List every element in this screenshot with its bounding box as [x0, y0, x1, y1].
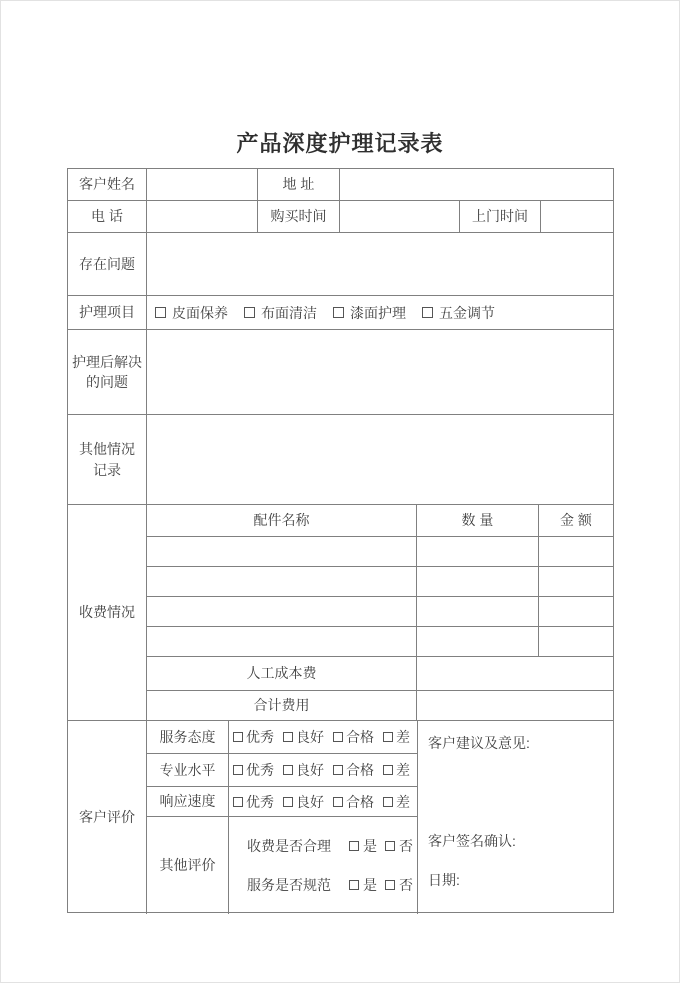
suggestion-label: 客户建议及意见: — [428, 735, 530, 751]
checkbox-option-good[interactable]: 良好 — [283, 792, 324, 812]
care-record-table — [67, 168, 614, 913]
checkbox-option-excellent[interactable]: 优秀 — [233, 792, 274, 812]
fees-subtable — [146, 505, 613, 720]
checkbox-option-leather[interactable]: 皮面保养 — [155, 303, 228, 323]
accessory-name-input-1[interactable] — [147, 537, 416, 566]
visit-time-input[interactable] — [540, 201, 613, 232]
accessory-qty-input-4[interactable] — [416, 627, 538, 656]
checkbox-option-pass[interactable]: 合格 — [333, 792, 374, 812]
fees-col-qty: 数 量 — [416, 505, 538, 536]
customer-name-input[interactable] — [146, 169, 257, 200]
purchase-time-input[interactable] — [339, 201, 459, 232]
checkbox-option-poor[interactable]: 差 — [383, 760, 410, 780]
professional-level-options — [228, 754, 417, 786]
total-cost-input[interactable] — [416, 691, 613, 720]
accessory-amount-input-1[interactable] — [538, 537, 613, 566]
checkbox-icon[interactable] — [333, 797, 343, 807]
checkbox-icon[interactable] — [333, 307, 344, 318]
accessory-amount-input-4[interactable] — [538, 627, 613, 656]
checkbox-icon[interactable] — [333, 732, 343, 742]
labor-cost-row — [147, 656, 613, 690]
eval-row-other — [147, 816, 417, 914]
checkbox-icon[interactable] — [155, 307, 166, 318]
solved-input[interactable] — [146, 330, 613, 414]
checkbox-icon[interactable] — [349, 841, 359, 851]
checkbox-option-no[interactable]: 否 — [385, 875, 413, 895]
accessory-name-input-4[interactable] — [147, 627, 416, 656]
checkbox-icon[interactable] — [349, 880, 359, 890]
eval-row-professional-level — [147, 753, 417, 786]
care-items-options — [146, 296, 613, 329]
evaluation-subtable — [146, 721, 417, 914]
purchase-time-label: 购买时间 — [257, 201, 339, 232]
row-care-items — [68, 295, 613, 329]
row-other-records — [68, 414, 613, 504]
row-solved — [68, 329, 613, 414]
labor-cost-label: 人工成本费 — [246, 665, 317, 682]
phone-input[interactable] — [146, 201, 257, 232]
accessory-amount-input-3[interactable] — [538, 597, 613, 626]
checkbox-icon[interactable] — [333, 765, 343, 775]
accessory-qty-input-1[interactable] — [416, 537, 538, 566]
checkbox-option-good[interactable]: 良好 — [283, 760, 324, 780]
professional-level-label: 专业水平 — [159, 761, 216, 778]
page-title: 产品深度护理记录表 — [236, 131, 444, 156]
accessory-qty-input-3[interactable] — [416, 597, 538, 626]
fees-row-1 — [147, 536, 613, 566]
checkbox-option-pass[interactable]: 合格 — [333, 727, 374, 747]
solved-label: 护理后解决 的问题 — [72, 353, 142, 390]
row-fees — [68, 504, 613, 720]
care-items-label: 护理项目 — [79, 304, 135, 321]
question-fee-reasonable: 收费是否合理 是 否 — [247, 838, 413, 854]
labor-cost-input[interactable] — [416, 657, 613, 690]
checkbox-option-no[interactable]: 否 — [385, 836, 413, 856]
rating-options-row — [229, 727, 417, 747]
checkbox-icon[interactable] — [383, 797, 393, 807]
checkbox-icon[interactable] — [233, 797, 243, 807]
row-phone — [68, 200, 613, 232]
checkbox-option-hardware[interactable]: 五金调节 — [422, 303, 495, 323]
care-options-row — [155, 303, 495, 323]
address-input[interactable] — [339, 169, 613, 200]
address-label: 地 址 — [257, 169, 339, 200]
fees-row-3 — [147, 596, 613, 626]
response-speed-options — [228, 787, 417, 816]
checkbox-icon[interactable] — [233, 732, 243, 742]
other-records-input[interactable] — [146, 415, 613, 504]
checkbox-option-poor[interactable]: 差 — [383, 792, 410, 812]
customer-name-label: 客户姓名 — [79, 176, 135, 193]
row-evaluation — [68, 720, 613, 914]
checkbox-option-paint[interactable]: 漆面护理 — [333, 303, 406, 323]
checkbox-option-excellent[interactable]: 优秀 — [233, 760, 274, 780]
fees-row-2 — [147, 566, 613, 596]
other-eval-label: 其他评价 — [159, 857, 216, 874]
checkbox-option-yes[interactable]: 是 — [349, 836, 377, 856]
checkbox-icon[interactable] — [283, 797, 293, 807]
checkbox-option-poor[interactable]: 差 — [383, 727, 410, 747]
eval-row-service-attitude — [147, 721, 417, 753]
total-cost-row — [147, 690, 613, 720]
other-eval-questions — [228, 817, 417, 914]
fees-col-name: 配件名称 — [253, 512, 310, 529]
checkbox-icon[interactable] — [283, 765, 293, 775]
fees-header-row — [147, 505, 613, 536]
response-speed-label: 响应速度 — [159, 793, 216, 810]
checkbox-option-good[interactable]: 良好 — [283, 727, 324, 747]
fees-label: 收费情况 — [79, 604, 135, 621]
problems-input[interactable] — [146, 233, 613, 295]
row-problems — [68, 232, 613, 295]
checkbox-icon[interactable] — [383, 732, 393, 742]
checkbox-icon[interactable] — [383, 765, 393, 775]
date-label: 日期: — [428, 872, 460, 888]
checkbox-option-excellent[interactable]: 优秀 — [233, 727, 274, 747]
evaluation-label: 客户评价 — [79, 809, 135, 826]
problems-label: 存在问题 — [79, 255, 135, 272]
customer-feedback-area[interactable] — [417, 721, 613, 914]
accessory-amount-input-2[interactable] — [538, 567, 613, 596]
checkbox-option-yes[interactable]: 是 — [349, 875, 377, 895]
checkbox-icon[interactable] — [244, 307, 255, 318]
checkbox-option-fabric[interactable]: 布面清洁 — [244, 303, 317, 323]
rating-options-row — [229, 792, 417, 812]
checkbox-icon[interactable] — [385, 841, 395, 851]
accessory-name-input-2[interactable] — [147, 567, 416, 596]
checkbox-icon[interactable] — [385, 880, 395, 890]
phone-label: 电 话 — [91, 208, 123, 225]
total-cost-label: 合计费用 — [253, 697, 310, 714]
visit-time-label: 上门时间 — [459, 201, 540, 232]
question-service-standard: 服务是否规范 是 否 — [247, 877, 413, 893]
accessory-qty-input-2[interactable] — [416, 567, 538, 596]
rating-options-row — [229, 760, 417, 780]
eval-row-response-speed — [147, 786, 417, 816]
other-records-label: 其他情况 记录 — [79, 441, 135, 478]
checkbox-icon[interactable] — [283, 732, 293, 742]
signature-label: 客户签名确认: — [428, 833, 516, 849]
checkbox-icon[interactable] — [422, 307, 433, 318]
row-customer — [68, 169, 613, 200]
service-attitude-options — [228, 721, 417, 753]
checkbox-option-pass[interactable]: 合格 — [333, 760, 374, 780]
service-attitude-label: 服务态度 — [159, 728, 216, 745]
fees-col-amount: 金 额 — [538, 505, 613, 536]
fees-row-4 — [147, 626, 613, 656]
checkbox-icon[interactable] — [233, 765, 243, 775]
accessory-name-input-3[interactable] — [147, 597, 416, 626]
